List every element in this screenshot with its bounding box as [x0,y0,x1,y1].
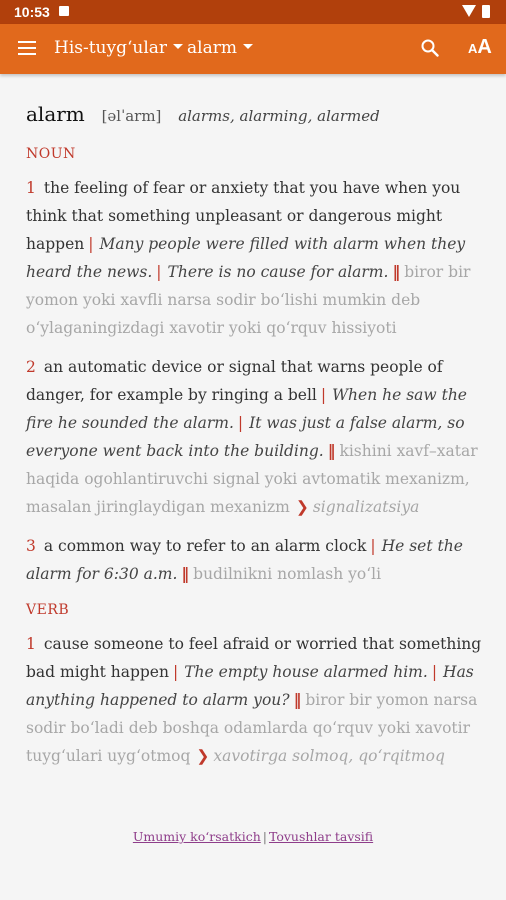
translation: biror bir yomon yoki xavfli narsa sodir bo‘lishi mumkin deb o‘ylaganingizdagi xavotir yoki qo‘rquv hissiyoti [26,263,471,337]
app-bar [0,24,506,74]
status-time: 10:53 [14,4,50,20]
synonym-link[interactable]: signalizatsiya [312,498,420,516]
part-of-speech-verb: VERB [26,602,70,618]
translation: budilnikni nomlash yo‘li [193,565,382,583]
word-dropdown[interactable] [187,38,253,58]
sense-number: 2 [26,358,36,376]
translation-separator: ‖ [327,441,336,460]
dictionary-entry [26,90,486,781]
word-dropdown-label: alarm [187,38,237,58]
example: There is no cause for alarm. [167,263,389,281]
separator-bar: | [431,663,438,681]
footer-separator: | [262,829,267,844]
word-forms: alarms, alarming, alarmed [178,107,380,125]
separator-bar: | [88,235,94,253]
translation-separator: ‖ [293,690,302,709]
definition: cause someone to feel afraid or worried that something bad might happen [26,635,482,681]
example: When he saw the fire he sounded the alarm. [26,386,467,432]
chevron-down-icon [173,44,183,49]
wifi-icon [462,5,476,17]
example: Has anything happened to alarm you? [26,663,474,709]
translation-separator: ‖ [181,564,190,583]
separator-bar: | [320,386,327,404]
sense-number: 1 [26,179,36,197]
chevron-down-icon [243,44,253,49]
sense-verb-1 [26,630,486,770]
section-dropdown-label: His-tuyg‘ular [54,38,168,58]
general-index-link[interactable]: Umumiy ko‘rsatkich [132,829,261,844]
search-icon[interactable] [421,39,439,57]
sound-description-link[interactable]: Tovushlar tavsifi [268,829,374,844]
translation: kishini xavf–xatar haqida ogohlantiruvchi signal yoki avtomatik mexanizm, masalan jiringlaydigan mexanizm [26,442,478,516]
battery-icon [482,5,490,18]
sense-noun-1 [26,174,486,342]
status-bar [0,0,506,24]
part-of-speech-noun: NOUN [26,146,76,162]
definition: an automatic device or signal that warns people of danger, for example by ringing a bell [26,358,443,404]
chevron-right-icon: ❯ [295,498,309,516]
translation: biror bir yomon narsa sodir bo‘ladi deb boshqa odamlarda qo‘rquv yoki xavotir tuyg‘ulari uyg‘otmoq [26,691,478,765]
definition: a common way to refer to an alarm clock [43,537,367,555]
separator-bar: | [172,663,179,681]
footer-links [0,829,506,844]
chevron-right-icon: ❯ [196,747,210,765]
separator-bar: | [156,263,162,281]
section-dropdown[interactable] [54,38,183,58]
translation-separator: ‖ [392,262,401,281]
example: He set the alarm for 6:30 a.m. [26,537,463,583]
pronunciation: [əlˈarm] [101,107,162,125]
sense-noun-3 [26,532,486,588]
notification-icon [59,6,69,16]
sense-noun-2 [26,353,486,521]
definition: the feeling of fear or anxiety that you have when you think that something unpleasant or dangerous might happen [26,179,461,253]
example: It was just a false alarm, so everyone went back into the building. [26,414,465,460]
menu-icon[interactable] [18,41,36,55]
separator-bar: | [370,537,376,555]
example: The empty house alarmed him. [184,663,428,681]
sense-number: 3 [26,537,36,555]
synonym-link[interactable]: xavotirga solmoq, qo‘rqitmoq [213,747,445,765]
example: Many people were filled with alarm when they heard the news. [26,235,466,281]
headword: alarm [26,102,85,126]
entry-headline [26,102,486,126]
separator-bar: | [237,414,244,432]
font-size-icon[interactable]: AA [468,36,492,58]
sense-number: 1 [26,635,36,653]
